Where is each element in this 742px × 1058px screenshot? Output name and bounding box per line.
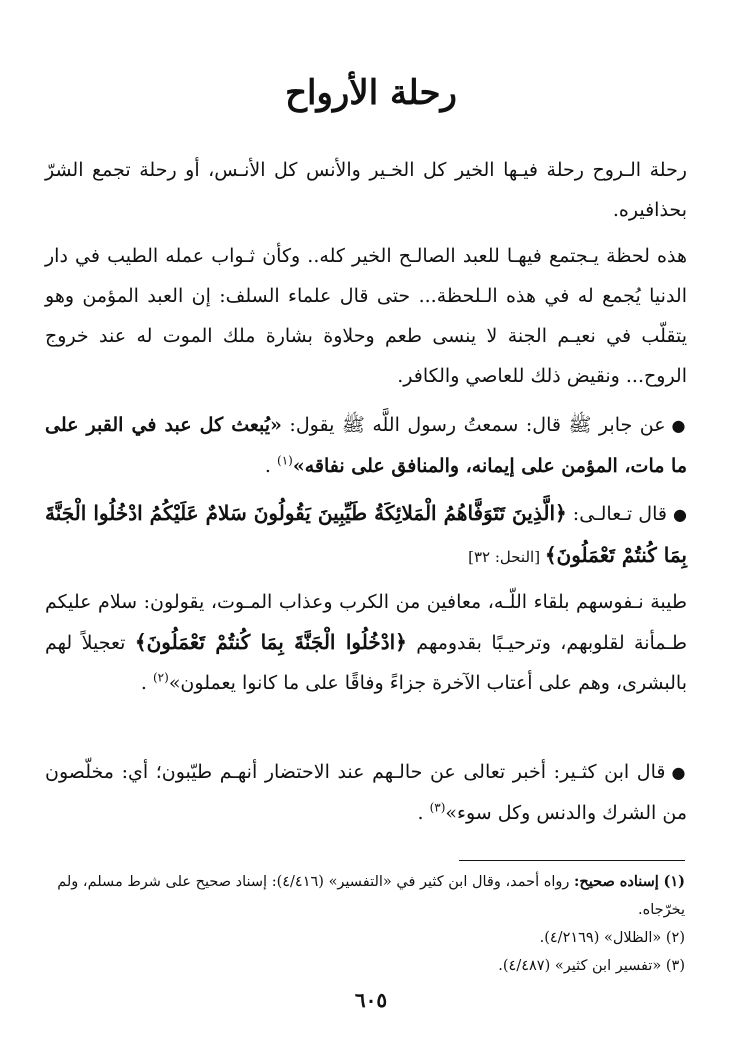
commentary-text-2: تعجيلاً لهم بالبشرى، وهم على أعتاب الآخرة جزاءً وفاقًا على ما كانوا يعملون» <box>45 632 687 694</box>
footnote-2: (٢) «الظلال» (٤/٢١٦٩). <box>539 930 685 946</box>
hadith-lead: عن جابر ﷺ قال: سمعتُ رسول اللَّه ﷺ يقول: <box>281 414 666 436</box>
page-number: ٦٠٥ <box>354 988 388 1012</box>
quran-verse-inline: ﴿ادْخُلُوا الْجَنَّةَ بِمَا كُنتُمْ تَعْمَلُونَ﴾ <box>134 630 407 654</box>
footnote-1-text: رواه أحمد، وقال ابن كثير في «التفسير» (٤/٤١٦): إسناد صحيح على شرط مسلم، ولم يخرّجاه. <box>57 874 685 918</box>
commentary-end: . <box>140 672 153 694</box>
bullet-icon: ● <box>671 416 687 435</box>
paragraph-intro: رحلة الـروح رحلة فيـها الخير كل الخـير والأنس كل الأنـس، أو رحلة تجمع الشرّ بحذافيره. <box>45 159 687 221</box>
hadith-end: . <box>264 455 278 477</box>
footnote-marker-2: (٢) <box>152 670 169 685</box>
paragraph-verse <box>45 493 687 577</box>
bullet-icon: ● <box>672 505 687 524</box>
commentary-text-1: طيبة نـفوسهم بلقاء اللّـه، معافين من الكرب وعذاب المـوت، يقولون: سلام عليكم طـمأنة لقلوبهم، وترحيـبًا بقدومهم <box>45 591 687 654</box>
footnote-1-number: (١) <box>663 873 685 890</box>
footnote-marker-3: (٣) <box>429 800 446 815</box>
bullet-icon: ● <box>671 763 687 782</box>
footnotes <box>45 868 685 980</box>
footnote-1 <box>45 868 685 924</box>
paragraph-hadith <box>45 405 687 486</box>
quran-verse: ﴿الَّذِينَ تَتَوَفَّاهُمُ الْمَلائِكَةُ طَيِّبِينَ يَقُولُونَ سَلامٌ عَلَيْكُمُ ادْخُلُوا الْجَنَّةَ بِمَا كُنتُمْ تَعْمَلُونَ﴾ <box>45 501 687 567</box>
footnote-divider <box>459 860 685 861</box>
footnote-1-grading: إسناده صحيح: <box>574 873 659 890</box>
paragraph-commentary <box>45 582 687 703</box>
verse-lead: قال تـعالـى: <box>566 503 667 525</box>
page-title: رحلة الأرواح <box>285 73 457 113</box>
ibn-kathir-text: قال ابن كثـير: أخبر تعالى عن حالـهم عند الاحتضار أنهـم طيّبون؛ أي: مخلّصون من الشرك والدنس وكل سوء» <box>45 761 687 824</box>
hadith-text: «يُبعث كل عبد في القبر على ما مات، المؤمن على إيمانه، والمنافق على نفاقه» <box>45 414 687 477</box>
footnote-marker-1: (١) <box>277 453 293 468</box>
paragraph-ibn-kathir <box>45 752 687 833</box>
footnote-3: (٣) «تفسير ابن كثير» (٤/٤٨٧). <box>498 958 685 974</box>
ibn-kathir-end: . <box>417 802 430 824</box>
paragraph-moment: هذه لحظة يـجتمع فيهـا للعبد الصالـح الخير كله.. وكأن ثـواب عمله الطيب في دار الدنيا يُجمع له في هذه الـلحظة... حتى قال علماء السلف: إن العبد المؤمن وهو يتقلّب في نعيـم الجنة لا ينسى طعم وحلاوة بشارة ملك الموت له عند خروج الروح... ونقيض ذلك للعاصي والكافر. <box>45 245 687 387</box>
verse-reference: [النحل: ٣٢] <box>468 548 545 566</box>
